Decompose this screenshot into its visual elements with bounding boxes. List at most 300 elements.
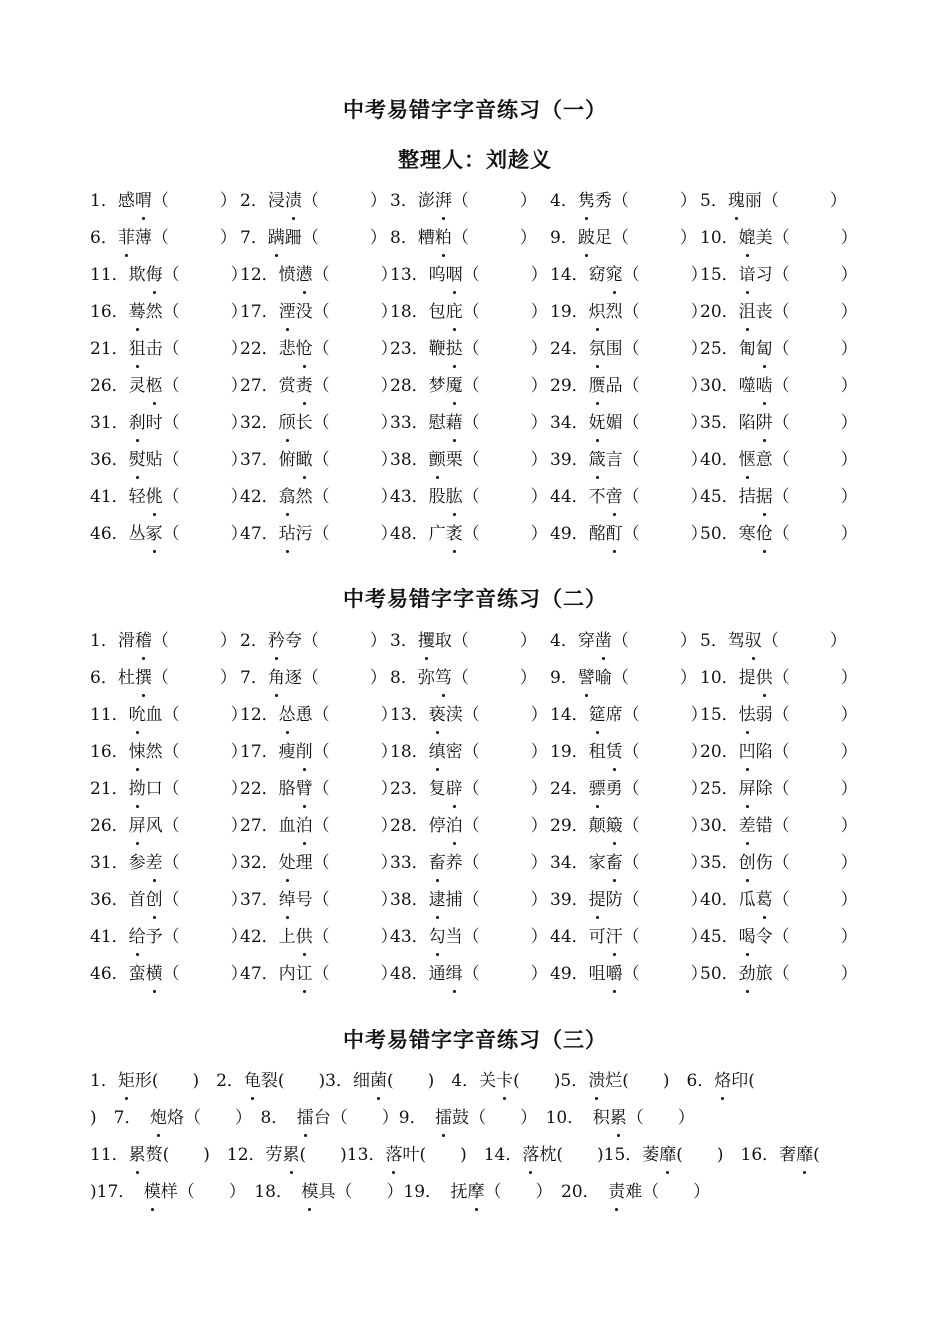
- answer-blank: （ ）: [622, 302, 708, 322]
- item-number: 32．: [240, 853, 279, 873]
- word-character: 夸: [284, 631, 302, 651]
- exercise-item: [390, 334, 548, 371]
- answer-blank: （ ）: [761, 191, 847, 211]
- item-number: 13．: [390, 265, 429, 285]
- answer-blank: （ ）: [162, 742, 248, 762]
- answer-blank: （ ）: [622, 705, 708, 725]
- item-number: 24．: [550, 339, 589, 359]
- dotted-character: 沮: [739, 297, 756, 327]
- exercise-item: [700, 922, 858, 959]
- exercise-item: [240, 663, 387, 700]
- word-character: 杜: [117, 668, 135, 688]
- dotted-character: 泊: [296, 811, 313, 841]
- item-number: 48．: [390, 964, 429, 984]
- word-character: 污: [295, 524, 313, 544]
- exercise-item: [240, 811, 398, 848]
- word-character: 灵: [128, 376, 146, 396]
- dotted-character: 汗: [606, 922, 623, 952]
- item-number: 18．: [390, 742, 429, 762]
- exercise-item: [390, 848, 548, 885]
- word-character: 糟: [417, 228, 435, 248]
- exercise-item: [240, 737, 398, 774]
- dotted-character: 谙: [739, 260, 756, 290]
- word-character: 围: [605, 339, 623, 359]
- item-number: 16．: [90, 302, 129, 322]
- exercise-row: [90, 482, 870, 519]
- exercise-item: [90, 297, 248, 334]
- exercise-item: [700, 626, 847, 663]
- answer-blank: （ ）: [312, 742, 398, 762]
- dotted-character: 摩: [468, 1177, 485, 1207]
- dotted-character: 提: [589, 885, 606, 915]
- dotted-character: 差: [146, 848, 163, 878]
- answer-blank: （ ）: [312, 890, 398, 910]
- dotted-character: 懑: [296, 260, 313, 290]
- item-number: 29．: [550, 816, 589, 836]
- item-number: 46．: [90, 524, 129, 544]
- answer-blank: （ ）: [772, 853, 858, 873]
- text-segment: (: [813, 1145, 820, 1165]
- exercise-item: [90, 700, 248, 737]
- exercise-item: [90, 922, 248, 959]
- exercise-item: [550, 848, 708, 885]
- word-character: 鞭: [428, 339, 446, 359]
- word-character: 胳: [278, 779, 296, 799]
- answer-blank: （ ）: [611, 631, 697, 651]
- exercise-item: [390, 482, 548, 519]
- word-character: 击: [145, 339, 163, 359]
- dotted-character: 擂: [435, 1103, 452, 1133]
- item-number: 33．: [390, 413, 429, 433]
- answer-blank: （ ）: [611, 668, 697, 688]
- item-number: 27．: [240, 376, 279, 396]
- section-3-exercises: [90, 1066, 870, 1214]
- item-number: 15．: [700, 265, 739, 285]
- item-number: 22．: [240, 779, 279, 799]
- word-character: 媚: [605, 413, 623, 433]
- item-number: 19．: [550, 302, 589, 322]
- answer-blank: （ ）: [312, 376, 398, 396]
- item-number: 3．: [390, 191, 418, 211]
- dotted-character: 妩: [589, 408, 606, 438]
- answer-blank: （ ）: [301, 228, 387, 248]
- answer-blank: （ ）: [772, 376, 858, 396]
- author-line: 整理人：刘趁义: [398, 148, 552, 172]
- word-character: 瓜: [738, 890, 756, 910]
- word-character: 时: [145, 413, 163, 433]
- answer-blank: （ ）: [151, 191, 237, 211]
- dotted-character: 筵: [589, 700, 606, 730]
- exercise-row: [90, 334, 870, 371]
- dotted-character: 模: [144, 1177, 161, 1207]
- dotted-character: 冢: [146, 519, 163, 549]
- exercise-row: [90, 737, 870, 774]
- answer-blank: （ ）: [761, 631, 847, 651]
- dotted-character: 凹: [739, 737, 756, 767]
- exercise-item: [240, 700, 398, 737]
- word-character: 陷: [755, 742, 773, 762]
- exercise-item: [390, 371, 548, 408]
- word-character: 丧: [755, 302, 773, 322]
- exercise-item: [550, 737, 708, 774]
- word-character: 然: [295, 487, 313, 507]
- dotted-character: 匐: [756, 334, 773, 364]
- dotted-character: 佻: [146, 482, 163, 512]
- dotted-character: 瑰: [728, 186, 745, 216]
- word-character: 养: [445, 853, 463, 873]
- dotted-character: 畜: [606, 848, 623, 878]
- answer-blank: （ ）: [622, 487, 708, 507]
- exercise-item: [90, 848, 248, 885]
- item-number: 45．: [700, 927, 739, 947]
- exercise-line: [90, 1177, 870, 1214]
- dotted-character: 创: [739, 848, 756, 878]
- exercise-item: [700, 959, 858, 996]
- exercise-item: [240, 371, 398, 408]
- exercise-item: [700, 811, 858, 848]
- dotted-character: 靡: [659, 1140, 676, 1170]
- dotted-character: 渍: [285, 186, 302, 216]
- exercise-item: [90, 482, 248, 519]
- item-number: 6．: [90, 668, 118, 688]
- item-number: 26．: [90, 816, 129, 836]
- answer-blank: （ ）: [312, 524, 398, 544]
- word-character: 匍: [738, 339, 756, 359]
- answer-blank: （ ）: [451, 191, 537, 211]
- dotted-character: 蓦: [129, 297, 146, 327]
- exercise-item: [390, 260, 548, 297]
- item-number: 38．: [390, 450, 429, 470]
- dotted-character: 怯: [739, 700, 756, 730]
- dotted-character: 累: [283, 1140, 300, 1170]
- answer-blank: （ ）: [462, 816, 548, 836]
- exercise-item: [240, 186, 387, 223]
- word-character: 足: [594, 228, 612, 248]
- dotted-character: 挞: [446, 334, 463, 364]
- dotted-character: 靡: [796, 1140, 813, 1170]
- word-character: 当: [445, 927, 463, 947]
- item-number: 4．: [550, 191, 578, 211]
- item-number: 41．: [90, 487, 129, 507]
- item-number: 11．: [90, 265, 129, 285]
- dotted-character: 据: [756, 482, 773, 512]
- dotted-character: 削: [296, 737, 313, 767]
- exercise-item: [390, 297, 548, 334]
- answer-blank: （ ）: [162, 705, 248, 725]
- item-number: 17．: [240, 742, 279, 762]
- word-character: 栗: [445, 450, 463, 470]
- item-number: 32．: [240, 413, 279, 433]
- item-number: 14．: [550, 705, 589, 725]
- answer-blank: （ ）: [622, 890, 708, 910]
- word-character: 密: [445, 742, 463, 762]
- item-number: 50．: [700, 964, 739, 984]
- exercise-item: [240, 959, 398, 996]
- exercise-item: [390, 885, 548, 922]
- word-character: 家: [588, 853, 606, 873]
- item-number: 26．: [90, 376, 129, 396]
- dotted-character: 媲: [739, 223, 756, 253]
- exercise-item: [700, 700, 858, 737]
- item-number: 37．: [240, 890, 279, 910]
- word-character: 租: [588, 742, 606, 762]
- exercise-row: [90, 811, 870, 848]
- word-character: 跚: [284, 228, 302, 248]
- dotted-character: 跛: [578, 223, 595, 253]
- item-number: 43．: [390, 487, 429, 507]
- exercise-item: [90, 626, 237, 663]
- dotted-character: 惬: [739, 445, 756, 475]
- word-character: 蛮: [128, 964, 146, 984]
- item-number: 20．: [700, 742, 739, 762]
- dotted-character: 创: [146, 885, 163, 915]
- word-character: 股: [428, 487, 446, 507]
- word-character: 喻: [594, 668, 612, 688]
- exercise-item: [90, 774, 248, 811]
- exercise-row: [90, 445, 870, 482]
- dotted-character: 模: [301, 1177, 318, 1207]
- answer-blank: （ ）: [301, 631, 387, 651]
- word-character: 号: [295, 890, 313, 910]
- dotted-character: 擂: [297, 1103, 314, 1133]
- answer-blank: （ ）: [462, 450, 548, 470]
- word-character: 酩: [588, 524, 606, 544]
- item-number: 24．: [550, 779, 589, 799]
- exercise-item: [390, 811, 548, 848]
- answer-blank: （ ）: [312, 487, 398, 507]
- exercise-item: [390, 737, 548, 774]
- dotted-character: 笃: [435, 663, 452, 693]
- dotted-character: 矜: [268, 626, 285, 656]
- dotted-character: 翕: [279, 482, 296, 512]
- item-number: 36．: [90, 450, 129, 470]
- word-character: 丛: [128, 524, 146, 544]
- exercise-item: [390, 700, 548, 737]
- word-character: 没: [295, 302, 313, 322]
- answer-blank: （ ）: [312, 265, 398, 285]
- item-number: 48．: [390, 524, 429, 544]
- section-1-exercises: [90, 186, 870, 556]
- answer-blank: （ ）: [301, 191, 387, 211]
- word-character: 复: [428, 779, 446, 799]
- word-character: 悲: [278, 339, 296, 359]
- dotted-character: 湃: [435, 186, 452, 216]
- answer-blank: （ ）: [622, 524, 708, 544]
- exercise-row: [90, 260, 870, 297]
- item-number: 36．: [90, 890, 129, 910]
- exercise-row: [90, 700, 870, 737]
- dotted-character: 箴: [589, 445, 606, 475]
- answer-blank: （ ）: [162, 302, 248, 322]
- word-character: 赏: [278, 376, 296, 396]
- item-number: 10．: [700, 668, 739, 688]
- answer-blank: （ ）: [462, 742, 548, 762]
- dotted-character: 刹: [129, 408, 146, 438]
- word-character: 理: [295, 853, 313, 873]
- exercise-item: [550, 811, 708, 848]
- answer-blank: （ ）: [772, 816, 858, 836]
- exercise-item: [550, 774, 708, 811]
- answer-blank: （ ）: [772, 265, 858, 285]
- answer-blank: （ ）: [162, 853, 248, 873]
- item-number: 23．: [390, 779, 429, 799]
- dotted-character: 骠: [589, 774, 606, 804]
- exercise-item: [550, 334, 708, 371]
- dotted-character: 龟: [244, 1066, 261, 1096]
- exercise-row: [90, 774, 870, 811]
- exercise-item: [390, 663, 537, 700]
- exercise-item: [390, 186, 537, 223]
- answer-blank: （ ）: [451, 631, 537, 651]
- answer-blank: （ ）: [611, 191, 697, 211]
- exercise-item: [550, 408, 708, 445]
- dotted-character: 菌: [370, 1066, 387, 1096]
- dotted-character: 辟: [446, 774, 463, 804]
- exercise-item: [700, 408, 858, 445]
- dotted-character: 赝: [589, 371, 606, 401]
- exercise-item: [240, 223, 387, 260]
- item-number: 41．: [90, 927, 129, 947]
- exercise-item: [550, 885, 708, 922]
- dotted-character: 炮: [150, 1103, 167, 1133]
- exercise-item: [700, 774, 858, 811]
- dotted-character: 凿: [595, 626, 612, 656]
- item-number: 20．: [700, 302, 739, 322]
- text-segment: )17．: [90, 1182, 144, 1202]
- text-segment: 鼓（ ） 10． 积: [452, 1108, 610, 1128]
- dotted-character: 窕: [606, 260, 623, 290]
- item-number: 16．: [90, 742, 129, 762]
- answer-blank: （ ）: [462, 265, 548, 285]
- word-character: 秀: [594, 191, 612, 211]
- answer-blank: （ ）: [462, 853, 548, 873]
- answer-blank: （ ）: [611, 228, 697, 248]
- dotted-character: 屏: [129, 811, 146, 841]
- answer-blank: （ ）: [772, 779, 858, 799]
- answer-blank: （ ）: [312, 853, 398, 873]
- item-number: 5．: [700, 631, 728, 651]
- item-number: 7．: [240, 668, 268, 688]
- exercise-item: [90, 811, 248, 848]
- item-number: 13．: [390, 705, 429, 725]
- answer-blank: （ ）: [772, 487, 858, 507]
- text-segment: 1．: [90, 1071, 118, 1091]
- item-number: 38．: [390, 890, 429, 910]
- item-number: 10．: [700, 228, 739, 248]
- exercise-item: [550, 482, 708, 519]
- exercise-item: [390, 519, 548, 556]
- item-number: 5．: [700, 191, 728, 211]
- exercise-item: [90, 885, 248, 922]
- text-segment: 印(: [731, 1071, 755, 1091]
- answer-blank: （ ）: [162, 413, 248, 433]
- exercise-item: [90, 445, 248, 482]
- text-segment: 难（ ）: [625, 1182, 711, 1202]
- dotted-character: 落: [522, 1140, 539, 1170]
- answer-blank: （ ）: [772, 413, 858, 433]
- exercise-item: [240, 445, 398, 482]
- dotted-character: 绰: [279, 885, 296, 915]
- answer-blank: （ ）: [462, 339, 548, 359]
- dotted-character: 供: [756, 663, 773, 693]
- dotted-character: 缜: [429, 737, 446, 767]
- dotted-character: 逮: [429, 885, 446, 915]
- exercise-item: [550, 700, 708, 737]
- dotted-character: 烙: [714, 1066, 731, 1096]
- exercise-item: [240, 334, 398, 371]
- answer-blank: （ ）: [162, 339, 248, 359]
- word-character: 渎: [445, 705, 463, 725]
- answer-blank: （ ）: [312, 927, 398, 947]
- answer-blank: （ ）: [622, 413, 708, 433]
- dotted-character: 赁: [606, 737, 623, 767]
- word-character: 愤: [278, 265, 296, 285]
- dotted-character: 瞰: [296, 445, 313, 475]
- word-character: 呜: [428, 265, 446, 285]
- exercise-row: [90, 297, 870, 334]
- dotted-character: 譬: [578, 663, 595, 693]
- exercise-item: [240, 774, 398, 811]
- item-number: 25．: [700, 779, 739, 799]
- dotted-character: 酊: [606, 519, 623, 549]
- item-number: 11．: [90, 705, 129, 725]
- word-character: 风: [145, 816, 163, 836]
- answer-blank: （ ）: [772, 927, 858, 947]
- exercise-item: [550, 663, 697, 700]
- dotted-character: 怆: [296, 334, 313, 364]
- word-character: 俯: [278, 450, 296, 470]
- exercise-row: [90, 408, 870, 445]
- answer-blank: （ ）: [622, 816, 708, 836]
- exercise-item: [700, 260, 858, 297]
- exercise-item: [550, 922, 708, 959]
- dotted-character: 颀: [279, 408, 296, 438]
- answer-blank: （ ）: [312, 413, 398, 433]
- exercise-item: [550, 445, 708, 482]
- answer-blank: （ ）: [772, 450, 858, 470]
- answer-blank: （ ）: [772, 890, 858, 910]
- answer-blank: （ ）: [312, 339, 398, 359]
- exercise-item: [700, 885, 858, 922]
- dotted-character: 劲: [739, 959, 756, 989]
- item-number: 39．: [550, 890, 589, 910]
- exercise-item: [390, 774, 548, 811]
- dotted-character: 讧: [296, 959, 313, 989]
- word-character: 欺: [128, 265, 146, 285]
- item-number: 34．: [550, 413, 589, 433]
- word-character: 穿: [577, 631, 595, 651]
- item-number: 21．: [90, 339, 129, 359]
- text-segment: 具（ ）19． 抚: [318, 1182, 468, 1202]
- word-character: 言: [605, 450, 623, 470]
- item-number: 21．: [90, 779, 129, 799]
- exercise-item: [90, 663, 237, 700]
- word-character: 广: [428, 524, 446, 544]
- answer-blank: （ ）: [162, 927, 248, 947]
- text-segment: 赘( ) 12．劳: [145, 1145, 283, 1165]
- word-character: 烈: [605, 302, 623, 322]
- item-number: 49．: [550, 964, 589, 984]
- exercise-item: [90, 223, 237, 260]
- dotted-character: 熨: [129, 445, 146, 475]
- answer-blank: （ ）: [162, 890, 248, 910]
- dotted-character: 湮: [279, 297, 296, 327]
- word-character: 品: [605, 376, 623, 396]
- dotted-character: 拗: [129, 774, 146, 804]
- item-number: 47．: [240, 964, 279, 984]
- word-character: 血: [278, 816, 296, 836]
- exercise-item: [550, 297, 708, 334]
